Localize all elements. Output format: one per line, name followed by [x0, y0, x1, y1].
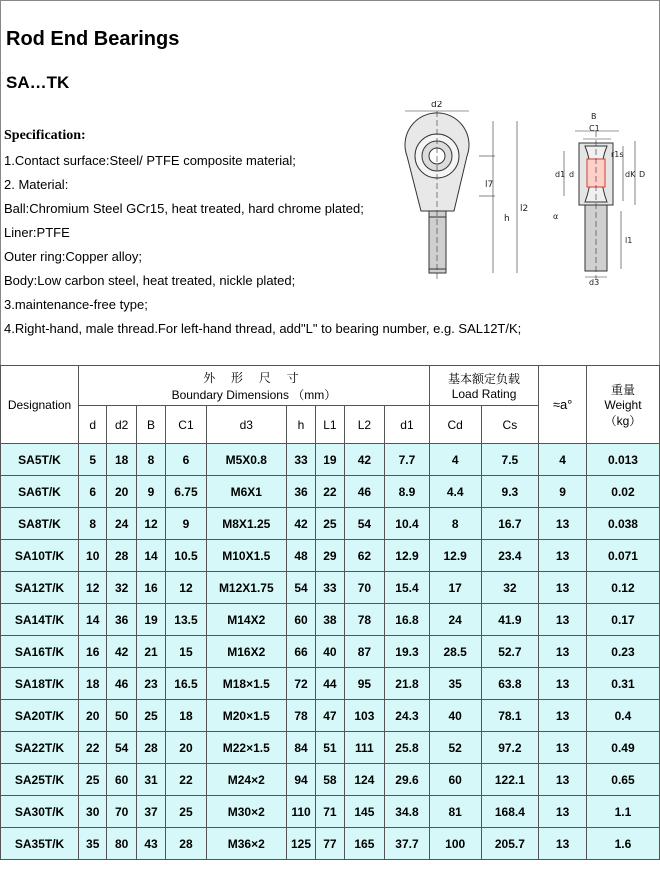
- header-designation: Designation: [1, 366, 79, 444]
- cell-Cs: 63.8: [481, 668, 539, 700]
- cell-Cs: 78.1: [481, 700, 539, 732]
- cell-d1: 15.4: [385, 572, 430, 604]
- cell-Cd: 52: [429, 732, 481, 764]
- cell-angle: 13: [539, 508, 587, 540]
- cell-d1: 10.4: [385, 508, 430, 540]
- cell-d: 30: [79, 796, 107, 828]
- label-l7: l7: [485, 180, 494, 190]
- rod-end-technical-drawing: [399, 101, 649, 286]
- cell-L2: 54: [344, 508, 385, 540]
- cell-L1: 51: [316, 732, 344, 764]
- cell-designation: SA25T/K: [1, 764, 79, 796]
- col-B: B: [136, 406, 165, 444]
- cell-L2: 78: [344, 604, 385, 636]
- cell-Cs: 205.7: [481, 828, 539, 860]
- cell-weight: 0.65: [586, 764, 659, 796]
- col-d1: d1: [385, 406, 430, 444]
- cell-Cs: 16.7: [481, 508, 539, 540]
- cell-h: 33: [286, 444, 315, 476]
- spec-line: 2. Material:: [4, 177, 69, 192]
- cell-d3: M8X1.25: [206, 508, 286, 540]
- cell-d1: 16.8: [385, 604, 430, 636]
- cell-angle: 13: [539, 828, 587, 860]
- table-row: [1, 700, 660, 732]
- cell-d: 16: [79, 636, 107, 668]
- cell-Cd: 4.4: [429, 476, 481, 508]
- cell-h: 110: [286, 796, 315, 828]
- cell-d1: 21.8: [385, 668, 430, 700]
- cell-h: 48: [286, 540, 315, 572]
- cell-d1: 25.8: [385, 732, 430, 764]
- col-Cd: Cd: [429, 406, 481, 444]
- cell-d3: M5X0.8: [206, 444, 286, 476]
- cell-Cs: 41.9: [481, 604, 539, 636]
- cell-d: 8: [79, 508, 107, 540]
- cell-h: 84: [286, 732, 315, 764]
- label-dK: dK: [625, 170, 636, 179]
- label-d2: d2: [431, 101, 443, 110]
- cell-d2: 42: [107, 636, 136, 668]
- cell-weight: 1.1: [586, 796, 659, 828]
- cell-L2: 46: [344, 476, 385, 508]
- cell-d: 10: [79, 540, 107, 572]
- table-row: [1, 476, 660, 508]
- cell-angle: 13: [539, 636, 587, 668]
- cell-B: 28: [136, 732, 165, 764]
- cell-d2: 28: [107, 540, 136, 572]
- cell-d1: 29.6: [385, 764, 430, 796]
- cell-d2: 60: [107, 764, 136, 796]
- cell-angle: 13: [539, 572, 587, 604]
- cell-d1: 12.9: [385, 540, 430, 572]
- cell-designation: SA22T/K: [1, 732, 79, 764]
- cell-C1: 16.5: [166, 668, 207, 700]
- cell-L1: 19: [316, 444, 344, 476]
- header-load-rating: [429, 366, 538, 406]
- spec-line: 4.Right-hand, male thread.For left-hand thread, add"L" to bearing number, e.g. SAL12T/K;: [4, 321, 522, 336]
- cell-d: 35: [79, 828, 107, 860]
- specification-heading: Specification:: [4, 128, 86, 143]
- cell-d3: M16X2: [206, 636, 286, 668]
- table-row: [1, 732, 660, 764]
- cell-d: 12: [79, 572, 107, 604]
- header-weight-unit: （kg）: [604, 413, 642, 428]
- spec-line: Ball:Chromium Steel GCr15, heat treated, hard chrome plated;: [4, 201, 364, 216]
- label-B: B: [591, 112, 597, 121]
- cell-h: 78: [286, 700, 315, 732]
- cell-d2: 20: [107, 476, 136, 508]
- cell-d: 18: [79, 668, 107, 700]
- cell-d1: 24.3: [385, 700, 430, 732]
- header-load-en: Load Rating: [451, 387, 517, 401]
- cell-C1: 10.5: [166, 540, 207, 572]
- header-weight: [586, 366, 659, 444]
- cell-L1: 58: [316, 764, 344, 796]
- label-d: d: [569, 170, 575, 179]
- cell-Cd: 40: [429, 700, 481, 732]
- cell-angle: 13: [539, 764, 587, 796]
- col-d2: d2: [107, 406, 136, 444]
- cell-d2: 46: [107, 668, 136, 700]
- cell-d2: 32: [107, 572, 136, 604]
- bearing-spec-table: [0, 365, 660, 860]
- table-row: [1, 572, 660, 604]
- cell-Cd: 35: [429, 668, 481, 700]
- product-header-panel: [0, 0, 660, 365]
- cell-L2: 103: [344, 700, 385, 732]
- cell-C1: 15: [166, 636, 207, 668]
- header-boundary-dimensions: [79, 366, 430, 406]
- cell-angle: 13: [539, 732, 587, 764]
- cell-Cd: 81: [429, 796, 481, 828]
- cell-d2: 54: [107, 732, 136, 764]
- spec-line: Body:Low carbon steel, heat treated, nickle plated;: [4, 273, 296, 288]
- cell-weight: 0.038: [586, 508, 659, 540]
- cell-angle: 13: [539, 668, 587, 700]
- cell-B: 43: [136, 828, 165, 860]
- cell-L1: 44: [316, 668, 344, 700]
- cell-d1: 7.7: [385, 444, 430, 476]
- side-view: [564, 131, 635, 279]
- cell-angle: 4: [539, 444, 587, 476]
- col-L1: L1: [316, 406, 344, 444]
- cell-d: 6: [79, 476, 107, 508]
- cell-Cd: 24: [429, 604, 481, 636]
- table-row: [1, 828, 660, 860]
- header-dims-cn: 外 形 尺 寸: [203, 370, 305, 385]
- cell-weight: 0.17: [586, 604, 659, 636]
- cell-B: 19: [136, 604, 165, 636]
- cell-d3: M24×2: [206, 764, 286, 796]
- cell-L1: 33: [316, 572, 344, 604]
- cell-d1: 37.7: [385, 828, 430, 860]
- cell-L1: 22: [316, 476, 344, 508]
- cell-B: 9: [136, 476, 165, 508]
- cell-d1: 34.8: [385, 796, 430, 828]
- cell-C1: 12: [166, 572, 207, 604]
- header-weight-cn: 重量: [610, 382, 635, 397]
- cell-B: 23: [136, 668, 165, 700]
- cell-B: 25: [136, 700, 165, 732]
- cell-Cd: 4: [429, 444, 481, 476]
- col-Cs: Cs: [481, 406, 539, 444]
- cell-C1: 9: [166, 508, 207, 540]
- cell-h: 60: [286, 604, 315, 636]
- cell-d2: 50: [107, 700, 136, 732]
- cell-L2: 42: [344, 444, 385, 476]
- cell-d2: 18: [107, 444, 136, 476]
- cell-designation: SA16T/K: [1, 636, 79, 668]
- table-row: [1, 764, 660, 796]
- cell-B: 31: [136, 764, 165, 796]
- label-d3: d3: [589, 278, 600, 286]
- cell-C1: 22: [166, 764, 207, 796]
- cell-L2: 95: [344, 668, 385, 700]
- header-load-cn: 基本额定负载: [448, 372, 521, 386]
- cell-L1: 25: [316, 508, 344, 540]
- col-C1: C1: [166, 406, 207, 444]
- cell-d1: 19.3: [385, 636, 430, 668]
- cell-Cs: 7.5: [481, 444, 539, 476]
- cell-C1: 6.75: [166, 476, 207, 508]
- cell-Cs: 32: [481, 572, 539, 604]
- cell-d2: 80: [107, 828, 136, 860]
- cell-Cd: 100: [429, 828, 481, 860]
- cell-d2: 24: [107, 508, 136, 540]
- cell-Cd: 12.9: [429, 540, 481, 572]
- col-d3: d3: [206, 406, 286, 444]
- table-row: [1, 668, 660, 700]
- cell-designation: SA12T/K: [1, 572, 79, 604]
- cell-B: 21: [136, 636, 165, 668]
- table-row: [1, 444, 660, 476]
- cell-d3: M22×1.5: [206, 732, 286, 764]
- cell-B: 12: [136, 508, 165, 540]
- cell-C1: 6: [166, 444, 207, 476]
- label-l1: l1: [625, 236, 633, 245]
- cell-L2: 111: [344, 732, 385, 764]
- front-view: [405, 111, 517, 281]
- cell-weight: 0.12: [586, 572, 659, 604]
- cell-angle: 13: [539, 540, 587, 572]
- cell-Cd: 60: [429, 764, 481, 796]
- table-row: [1, 540, 660, 572]
- cell-d: 14: [79, 604, 107, 636]
- series-subtitle: SA…TK: [6, 73, 70, 92]
- cell-weight: 0.071: [586, 540, 659, 572]
- cell-h: 94: [286, 764, 315, 796]
- cell-C1: 18: [166, 700, 207, 732]
- label-alpha: α: [553, 212, 559, 221]
- spec-line: 3.maintenance-free type;: [4, 297, 148, 312]
- cell-weight: 0.013: [586, 444, 659, 476]
- cell-B: 37: [136, 796, 165, 828]
- cell-d3: M10X1.5: [206, 540, 286, 572]
- cell-designation: SA14T/K: [1, 604, 79, 636]
- cell-L1: 77: [316, 828, 344, 860]
- cell-designation: SA20T/K: [1, 700, 79, 732]
- cell-d3: M36×2: [206, 828, 286, 860]
- cell-h: 72: [286, 668, 315, 700]
- label-C1: C1: [589, 124, 600, 133]
- col-d: d: [79, 406, 107, 444]
- cell-d: 5: [79, 444, 107, 476]
- col-L2: L2: [344, 406, 385, 444]
- cell-designation: SA10T/K: [1, 540, 79, 572]
- cell-L2: 70: [344, 572, 385, 604]
- cell-h: 54: [286, 572, 315, 604]
- cell-angle: 13: [539, 604, 587, 636]
- cell-h: 36: [286, 476, 315, 508]
- cell-designation: SA30T/K: [1, 796, 79, 828]
- cell-Cd: 17: [429, 572, 481, 604]
- cell-Cs: 23.4: [481, 540, 539, 572]
- cell-C1: 28: [166, 828, 207, 860]
- label-r1s: r1s: [611, 150, 624, 159]
- cell-designation: SA35T/K: [1, 828, 79, 860]
- table-row: [1, 636, 660, 668]
- page-title: Rod End Bearings: [6, 28, 180, 50]
- cell-d2: 36: [107, 604, 136, 636]
- cell-d3: M18×1.5: [206, 668, 286, 700]
- cell-d3: M12X1.75: [206, 572, 286, 604]
- cell-C1: 20: [166, 732, 207, 764]
- cell-weight: 0.23: [586, 636, 659, 668]
- cell-Cs: 122.1: [481, 764, 539, 796]
- cell-d1: 8.9: [385, 476, 430, 508]
- cell-designation: SA5T/K: [1, 444, 79, 476]
- label-D: D: [639, 170, 646, 179]
- header-weight-en: Weight: [604, 397, 642, 412]
- cell-d: 25: [79, 764, 107, 796]
- cell-L1: 47: [316, 700, 344, 732]
- spec-line: 1.Contact surface:Steel/ PTFE composite material;: [4, 153, 296, 168]
- cell-weight: 0.49: [586, 732, 659, 764]
- cell-B: 8: [136, 444, 165, 476]
- label-l2: l2: [520, 204, 529, 214]
- cell-Cs: 9.3: [481, 476, 539, 508]
- cell-d2: 70: [107, 796, 136, 828]
- cell-L2: 62: [344, 540, 385, 572]
- header-dims-en: Boundary Dimensions （mm）: [171, 387, 337, 402]
- cell-d: 20: [79, 700, 107, 732]
- cell-angle: 9: [539, 476, 587, 508]
- cell-B: 14: [136, 540, 165, 572]
- cell-L1: 71: [316, 796, 344, 828]
- table-row: [1, 508, 660, 540]
- cell-L2: 145: [344, 796, 385, 828]
- cell-designation: SA8T/K: [1, 508, 79, 540]
- cell-designation: SA6T/K: [1, 476, 79, 508]
- cell-d: 22: [79, 732, 107, 764]
- cell-angle: 13: [539, 700, 587, 732]
- table-row: [1, 796, 660, 828]
- cell-C1: 25: [166, 796, 207, 828]
- cell-angle: 13: [539, 796, 587, 828]
- cell-weight: 0.31: [586, 668, 659, 700]
- cell-Cs: 168.4: [481, 796, 539, 828]
- label-h: h: [504, 214, 510, 224]
- spec-line: Liner:PTFE: [4, 225, 70, 240]
- cell-d3: M6X1: [206, 476, 286, 508]
- cell-h: 125: [286, 828, 315, 860]
- header-angle: ≈a°: [539, 366, 587, 444]
- cell-L1: 38: [316, 604, 344, 636]
- cell-weight: 0.4: [586, 700, 659, 732]
- cell-B: 16: [136, 572, 165, 604]
- col-h: h: [286, 406, 315, 444]
- spec-line: Outer ring:Copper alloy;: [4, 249, 143, 264]
- cell-L1: 29: [316, 540, 344, 572]
- cell-h: 66: [286, 636, 315, 668]
- cell-C1: 13.5: [166, 604, 207, 636]
- cell-Cs: 97.2: [481, 732, 539, 764]
- cell-L1: 40: [316, 636, 344, 668]
- cell-weight: 1.6: [586, 828, 659, 860]
- table-body: [1, 444, 660, 860]
- cell-d3: M14X2: [206, 604, 286, 636]
- cell-weight: 0.02: [586, 476, 659, 508]
- cell-d3: M20×1.5: [206, 700, 286, 732]
- cell-Cs: 52.7: [481, 636, 539, 668]
- cell-L2: 124: [344, 764, 385, 796]
- cell-h: 42: [286, 508, 315, 540]
- cell-Cd: 28.5: [429, 636, 481, 668]
- cell-L2: 165: [344, 828, 385, 860]
- cell-d3: M30×2: [206, 796, 286, 828]
- cell-Cd: 8: [429, 508, 481, 540]
- table-row: [1, 604, 660, 636]
- label-d1: d1: [555, 170, 566, 179]
- cell-designation: SA18T/K: [1, 668, 79, 700]
- cell-L2: 87: [344, 636, 385, 668]
